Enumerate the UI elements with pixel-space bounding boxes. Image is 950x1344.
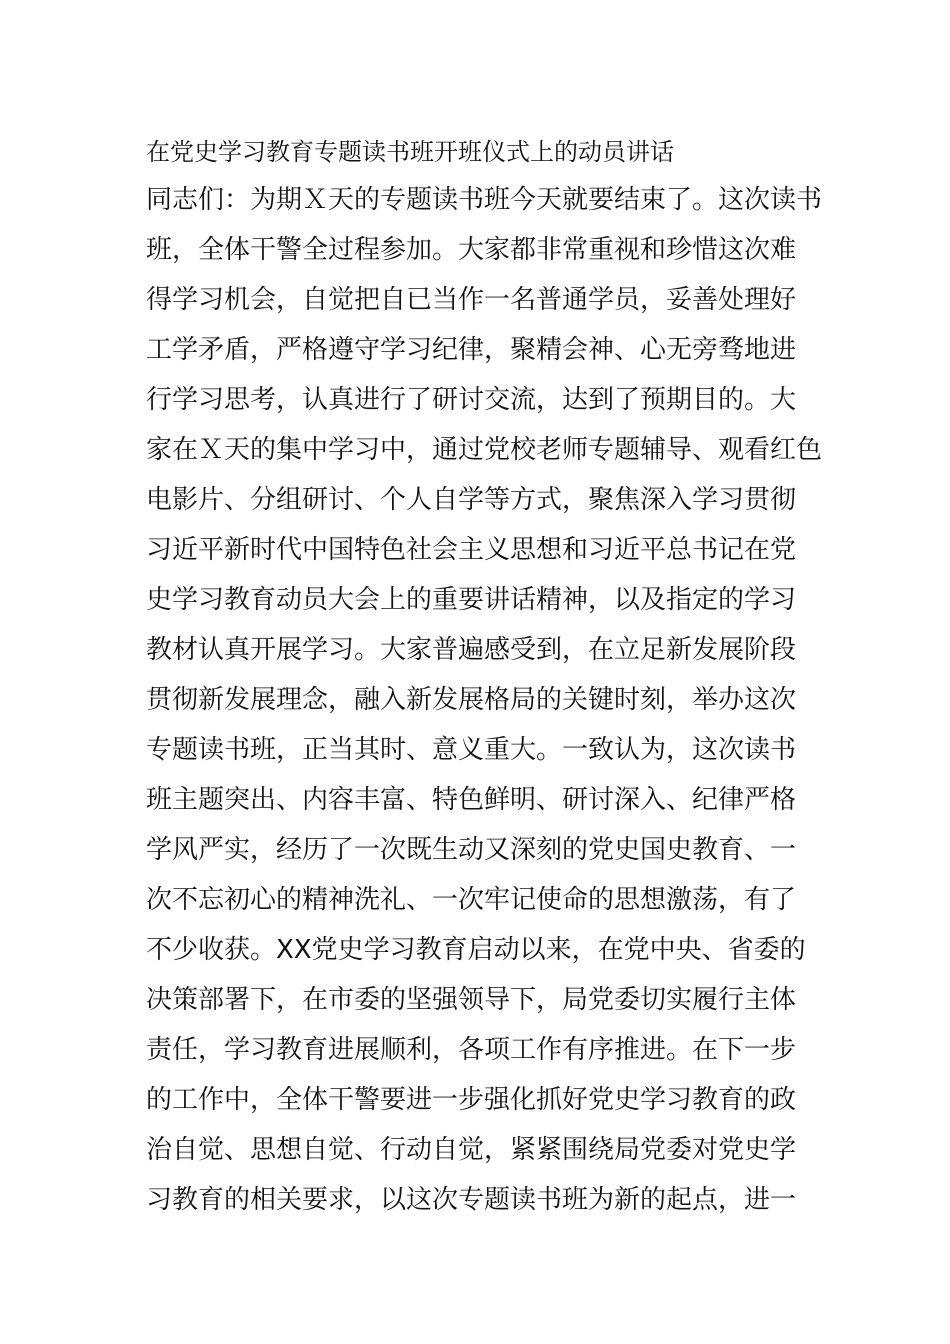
body-line: 班主题突出、内容丰富、特色鲜明、研讨深入、纪律严格	[146, 785, 797, 815]
body-line: 治自觉、思想自觉、行动自觉，紧紧围绕局党委对党史学	[146, 1135, 797, 1165]
body-line: 学风严实，经历了一次既生动又深刻的党史国史教育、一	[146, 835, 797, 865]
body-line: 习近平新时代中国特色社会主义思想和习近平总书记在党	[146, 535, 797, 565]
document-body	[146, 182, 826, 1232]
body-line: 家在Ｘ天的集中学习中，通过党校老师专题辅导、观看红色	[146, 435, 823, 465]
body-line: 同志们：为期Ｘ天的专题读书班今天就要结束了。这次读书	[146, 185, 823, 215]
body-line: 工学矛盾，严格遵守学习纪律，聚精会神、心无旁骛地进	[146, 335, 797, 365]
body-line: 责任，学习教育进展顺利，各项工作有序推进。在下一步	[146, 1035, 797, 1065]
body-line: 不少收获。XX党史学习教育启动以来，在党中央、省委的	[146, 935, 806, 965]
document-title: 在党史学习教育专题读书班开班仪式上的动员讲话	[146, 138, 674, 166]
body-line: 的工作中，全体干警要进一步强化抓好党史学习教育的政	[146, 1085, 797, 1115]
body-line: 行学习思考，认真进行了研讨交流，达到了预期目的。大	[146, 385, 797, 415]
body-line: 专题读书班，正当其时、意义重大。一致认为，这次读书	[146, 735, 797, 765]
body-line: 得学习机会，自觉把自已当作一名普通学员，妥善处理好	[146, 285, 797, 315]
body-line: 电影片、分组研讨、个人自学等方式，聚焦深入学习贯彻	[146, 485, 797, 515]
body-line: 次不忘初心的精神洗礼、一次牢记使命的思想激荡，有了	[146, 885, 797, 915]
body-line: 决策部署下，在市委的坚强领导下，局党委切实履行主体	[146, 985, 797, 1015]
body-line: 班，全体干警全过程参加。大家都非常重视和珍惜这次难	[146, 235, 797, 265]
body-line: 教材认真开展学习。大家普遍感受到，在立足新发展阶段	[146, 635, 797, 665]
body-line: 习教育的相关要求，以这次专题读书班为新的起点，进一	[146, 1185, 797, 1215]
body-line: 史学习教育动员大会上的重要讲话精神，以及指定的学习	[146, 585, 797, 615]
body-line: 贯彻新发展理念，融入新发展格局的关键时刻，举办这次	[146, 685, 797, 715]
